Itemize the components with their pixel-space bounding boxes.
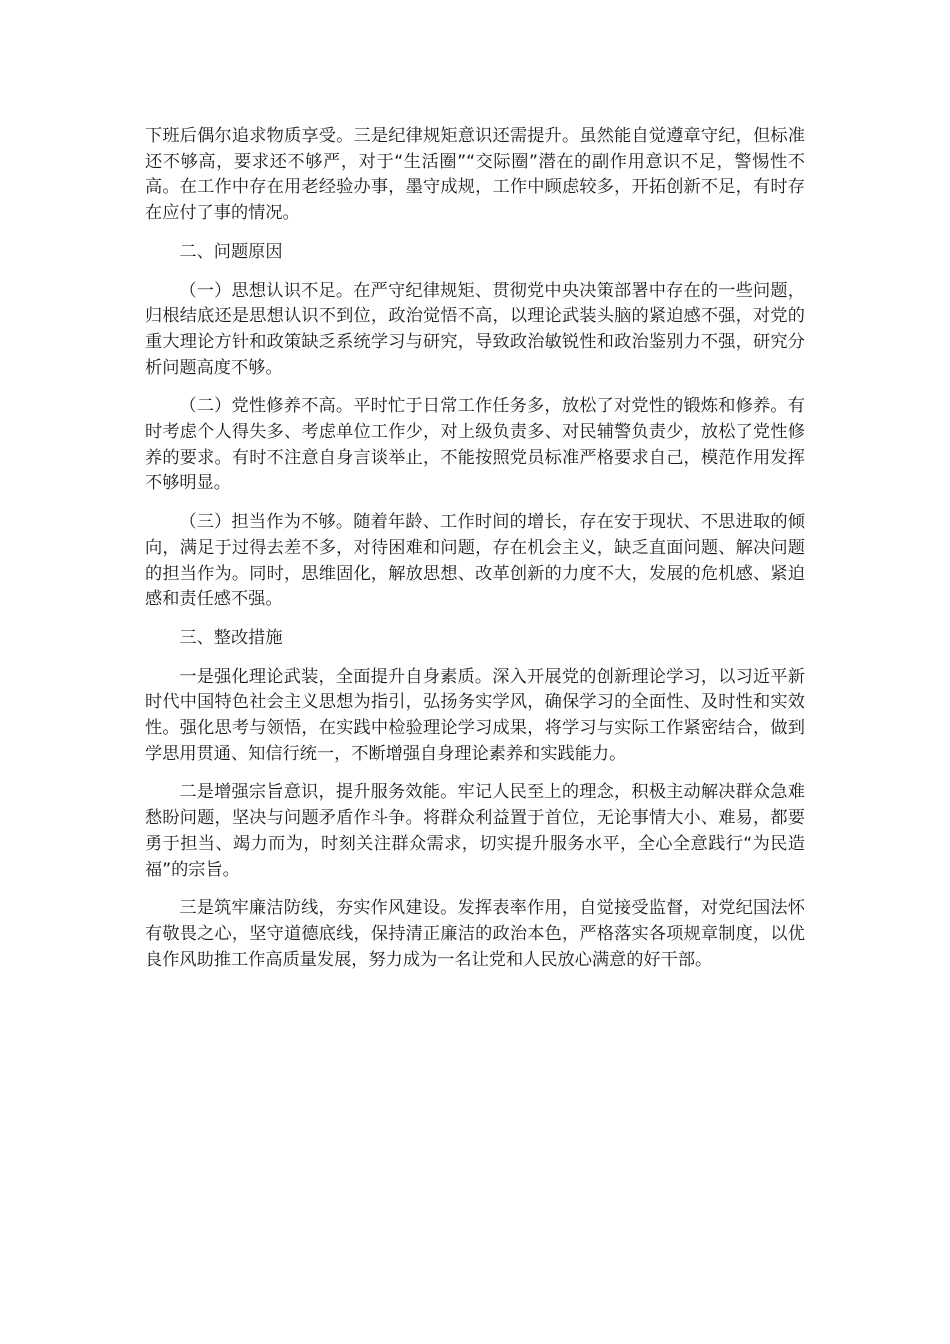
document-page bbox=[145, 124, 805, 986]
paragraph-cause-2: （二）党性修养不高。平时忙于日常工作任务多，放松了对党性的锻炼和修养。有时考虑个人得失多、考虑单位工作少，对上级负责多、对民辅警负责少，放松了党性修养的要求。有时不注意自身言谈举止，不能按照党员标准严格要求自己，模范作用发挥不够明显。 bbox=[145, 396, 805, 494]
section-heading-causes: 二、问题原因 bbox=[179, 241, 283, 262]
paragraph-measure-1: 一是强化理论武装，全面提升自身素质。深入开展党的创新理论学习，以习近平新时代中国特色社会主义思想为指引，弘扬务实学风，确保学习的全面性、及时性和实效性。强化思考与领悟，在实践中检验理论学习成果，将学习与实际工作紧密结合，做到学思用贯通、知信行统一，不断增强自身理论素养和实践能力。 bbox=[145, 666, 805, 764]
paragraph-continuation: 下班后偶尔追求物质享受。三是纪律规矩意识还需提升。虽然能自觉遵章守纪，但标准还不够高，要求还不够严，对于“生活圈”“交际圈”潜在的副作用意识不足，警惕性不高。在工作中存在用老经验办事，墨守成规，工作中顾虑较多，开拓创新不足，有时存在应付了事的情况。 bbox=[145, 126, 805, 224]
paragraph-cause-1: （一）思想认识不足。在严守纪律规矩、贯彻党中央决策部署中存在的一些问题，归根结底还是思想认识不到位，政治觉悟不高，以理论武装头脑的紧迫感不强，对党的重大理论方针和政策缺乏系统学习与研究，导致政治敏锐性和政治鉴别力不强，研究分析问题高度不够。 bbox=[145, 280, 805, 378]
section-heading-measures: 三、整改措施 bbox=[179, 627, 283, 648]
paragraph-measure-2: 二是增强宗旨意识，提升服务效能。牢记人民至上的理念，积极主动解决群众急难愁盼问题，坚决与问题矛盾作斗争。将群众利益置于首位，无论事情大小、难易，都要勇于担当、竭力而为，时刻关注群众需求，切实提升服务水平，全心全意践行“为民造福”的宗旨。 bbox=[145, 782, 805, 880]
paragraph-measure-3: 三是筑牢廉洁防线，夯实作风建设。发挥表率作用，自觉接受监督，对党纪国法怀有敬畏之心，坚守道德底线，保持清正廉洁的政治本色，严格落实各项规章制度，以优良作风助推工作高质量发展，努力成为一名让党和人民放心满意的好干部。 bbox=[145, 898, 805, 970]
paragraph-cause-3: （三）担当作为不够。随着年龄、工作时间的增长，存在安于现状、不思进取的倾向，满足于过得去差不多，对待困难和问题，存在机会主义，缺乏直面问题、解决问题的担当作为。同时，思维固化，解放思想、改革创新的力度不大，发展的危机感、紧迫感和责任感不强。 bbox=[145, 512, 805, 610]
